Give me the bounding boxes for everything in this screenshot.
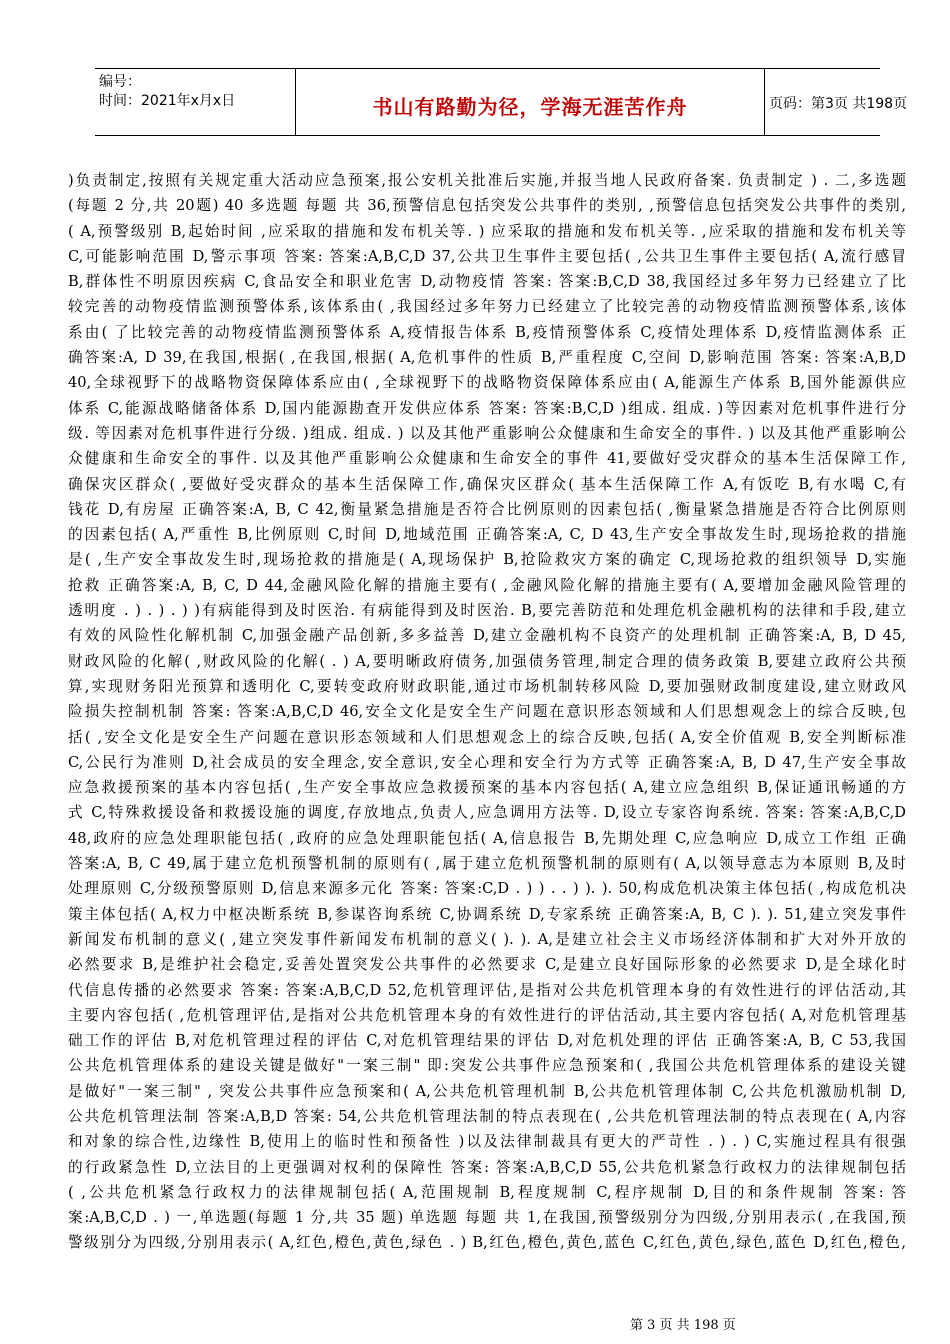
- body-text-line: 财政风险的化解( ,财政风险的化解( . ) A,要明晰政府债务,加强债务管理,制定合理的债务政策 B,要建立政府公共预: [68, 652, 906, 670]
- body-text-line: 必然要求 B,是维护社会稳定,妥善处置突发公共事件的必然要求 C,是建立良好国际形象的必然要求 D,是全球化时: [68, 956, 906, 974]
- body-text-line: 公共危机管理法制 答案:A,B,D 答案: 54,公共危机管理法制的特点表现在( ,公共危机管理法制的特点表现在( A,内容: [68, 1107, 906, 1125]
- body-text-line: 和对象的综合性,边缘性 B,使用上的临时性和预备性 )以及法律制裁具有更大的严苛性 . ) . ) C,实施过程具有很强: [68, 1133, 906, 1151]
- body-text-line: 的行政紧急性 D,立法目的上更强调对权利的保障性 答案: 答案:A,B,C,D 55,公共危机紧急行政权力的法律规制包括: [68, 1158, 906, 1176]
- header-meta: [95, 69, 295, 135]
- body-text-line: 处理原则 C,分级预警原则 D,信息来源多元化 答案: 答案:C,D . ) ) . . ) ). ). 50,构成危机决策主体包括( ,构成危机决: [68, 880, 906, 898]
- body-text-line: 主要内容包括( ,危机管理评估,是指对公共危机管理本身的有效性进行的评估活动,其主要内容包括( A,对危机管理基: [68, 1006, 906, 1024]
- body-text-line: 算,实现财务阳光预算和透明化 C,要转变政府财政职能,通过市场机制转移风险 D,要加强财政制度建设,建立财政风: [68, 677, 906, 695]
- body-text-line: 新闻发布机制的意义( ,建立突发事件新闻发布机制的意义( ). ). A,是建立社会主义市场经济体制和扩大对外开放的: [68, 930, 906, 948]
- body-text-line: 透明度 . ) . ) . ) )有病能得到及时医治. 有病能得到及时医治. B,要完善防范和处理危机金融机构的法律和手段,建立: [68, 602, 906, 620]
- body-text-line: 级. 等因素对危机事件进行分级. )组成. 组成. ) 以及其他严重影响公众健康和生命安全的事件. ) 以及其他严重影响公: [68, 424, 906, 442]
- body-text-line: B,群体性不明原因疾病 C,食品安全和职业危害 D,动物疫情 答案: 答案:B,C,D 38,我国经过多年努力已经建立了比: [68, 273, 906, 291]
- document-body: [68, 168, 906, 1256]
- header-motto-cell: [295, 69, 765, 135]
- body-text-line: (每题 2 分,共 20题) 40 多选题 每题 共 36,预警信息包括突发公共事件的类别, ,预警信息包括突发公共事件的类别,: [68, 197, 906, 215]
- body-text-line: 案:A,B,C,D . ) 一,单选题(每题 1 分,共 35 题) 单选题 每题 共 1,在我国,预警级别分为四级,分别用表示( ,在我国,预: [68, 1209, 906, 1227]
- body-text-line: 40,全球视野下的战略物资保障体系应由( ,全球视野下的战略物资保障体系应由( A,能源生产体系 B,国外能源供应: [68, 374, 906, 392]
- document-number-label: 编号：: [99, 74, 141, 90]
- body-text-line: 确保灾区群众( ,要做好受灾群众的基本生活保障工作,确保灾区群众( 基本生活保障工作 A,有饭吃 B,有水喝 C,有: [68, 475, 906, 493]
- body-text-line: 是做好"一案三制" , 突发公共事件应急预案和( A,公共危机管理机制 B,公共危机管理体制 C,公共危机激励机制 D,: [68, 1082, 906, 1100]
- body-text-line: 体系 C,能源战略储备体系 D,国内能源勘查开发供应体系 答案: 答案:B,C,D )组成. 组成. )等因素对危机事件进行分: [68, 399, 906, 417]
- body-text-line: C,可能影响范围 D,警示事项 答案: 答案:A,B,C,D 37,公共卫生事件主要包括( ,公共卫生事件主要包括( A,流行感冒: [68, 247, 906, 265]
- body-text-line: ( A,预警级别 B,起始时间 ,应采取的措施和发布机关等. ) 应采取的措施和发布机关等. ,应采取的措施和发布机关等: [68, 222, 906, 240]
- body-text-line: 础工作的评估 B,对危机管理过程的评估 C,对危机管理结果的评估 D,对危机处理的评估 正确答案:A, B, C 53,我国: [68, 1032, 906, 1050]
- body-text-line: 公共危机管理体系的建设关键是做好"一案三制" 即:突发公共事件应急预案和( ,我国公共危机管理体系的建设关键: [68, 1057, 906, 1075]
- body-text-line: ( ,公共危机紧急行政权力的法律规制包括( A,范围规制 B,程度规制 C,程序规制 D,目的和条件规制 答案: 答: [68, 1183, 906, 1201]
- body-text-line: 较完善的动物疫情监测预警体系,该体系由( ,我国经过多年努力已经建立了比较完善的动物疫情监测预警体系,该体: [68, 298, 906, 316]
- body-text-line: 警级别分为四级,分别用表示( A,红色,橙色,黄色,绿色 . ) B,红色,橙色,黄色,蓝色 C,红色,黄色,绿色,蓝色 D,红色,橙色,: [68, 1234, 906, 1252]
- body-text-line: 应急救援预案的基本内容包括( ,生产安全事故应急救援预案的基本内容包括( A,建立应急组织 B,保证通讯畅通的方: [68, 779, 906, 797]
- body-text-line: 有效的风险性化解机制 C,加强金融产品创新,多多益善 D,建立金融机构不良资产的处理机制 正确答案:A, B, D 45,: [68, 627, 906, 645]
- body-text-line: 确答案:A, D 39,在我国,根据( ,在我国,根据( A,危机事件的性质 B,严重程度 C,空间 D,影响范围 答案: 答案:A,B,D: [68, 349, 906, 367]
- body-text-line: C,公民行为准则 D,社会成员的安全理念,安全意识,安全心理和安全行为方式等 正确答案:A, B, D 47,生产安全事故: [68, 753, 906, 771]
- body-text-line: 险损失控制机制 答案: 答案:A,B,C,D 46,安全文化是安全生产问题在意识形态领域和人们思想观念上的综合反映,包: [68, 703, 906, 721]
- body-text-line: 括( ,安全文化是安全生产问题在意识形态领域和人们思想观念上的综合反映,包括( A,安全价值观 B,安全判断标准: [68, 728, 906, 746]
- body-text-line: 系由( 了比较完善的动物疫情监测预警体系 A,疫情报告体系 B,疫情预警体系 C,疫情处理体系 D,疫情监测体系 正: [68, 323, 906, 341]
- page-header: [95, 68, 908, 136]
- header-page-info: 页码：第3页 共198页: [769, 96, 908, 112]
- body-text-line: 式 C,特殊救援设备和救援设施的调度,存放地点,负责人,应急调用方法等. D,设立专家咨询系统. 答案: 答案:A,B,C,D: [68, 804, 906, 822]
- body-text-line: 是( ,生产安全事故发生时,现场抢救的措施是( A,现场保护 B,抢险救灾方案的确定 C,现场抢救的组织领导 D,实施: [68, 551, 906, 569]
- page-footer: 第 3 页 共 198 页: [630, 1318, 736, 1333]
- header-page-cell: [763, 69, 908, 135]
- document-time-label: 时间：2021年x月x日: [99, 93, 236, 109]
- header-motto: 书山有路勤为径，学海无涯苦作舟: [372, 95, 688, 119]
- body-text-line: 48,政府的应急处理职能包括( ,政府的应急处理职能包括( A,信息报告 B,先期处理 C,应急响应 D,成立工作组 正确: [68, 829, 906, 847]
- body-text-line: 抢救 正确答案:A, B, C, D 44,金融风险化解的措施主要有( ,金融风险化解的措施主要有( A,要增加金融风险管理的: [68, 576, 906, 594]
- body-text-line: 代信息传播的必然要求 答案: 答案:A,B,C,D 52,危机管理评估,是指对公共危机管理本身的有效性进行的评估活动,其: [68, 981, 906, 999]
- body-text-line: )负责制定,按照有关规定重大活动应急预案,报公安机关批准后实施,并报当地人民政府备案. 负责制定 ) . 二,多选题: [68, 172, 906, 189]
- body-text-line: 众健康和生命安全的事件. 以及其他严重影响公众健康和生命安全的事件 41,要做好受灾群众的基本生活保障工作,: [68, 450, 906, 468]
- body-text-line: 钱花 D,有房屋 正确答案:A, B, C 42,衡量紧急措施是否符合比例原则的因素包括( ,衡量紧急措施是否符合比例原则: [68, 500, 906, 518]
- body-text-line: 答案:A, B, C 49,属于建立危机预警机制的原则有( ,属于建立危机预警机制的原则有( A,以领导意志为本原则 B,及时: [68, 855, 906, 873]
- body-text-line: 策主体包括( A,权力中枢决断系统 B,参谋咨询系统 C,协调系统 D,专家系统 正确答案:A, B, C ). ). 51,建立突发事件: [68, 905, 906, 923]
- body-text-line: 的因素包括( A,严重性 B,比例原则 C,时间 D,地域范围 正确答案:A, C, D 43,生产安全事故发生时,现场抢救的措施: [68, 526, 906, 544]
